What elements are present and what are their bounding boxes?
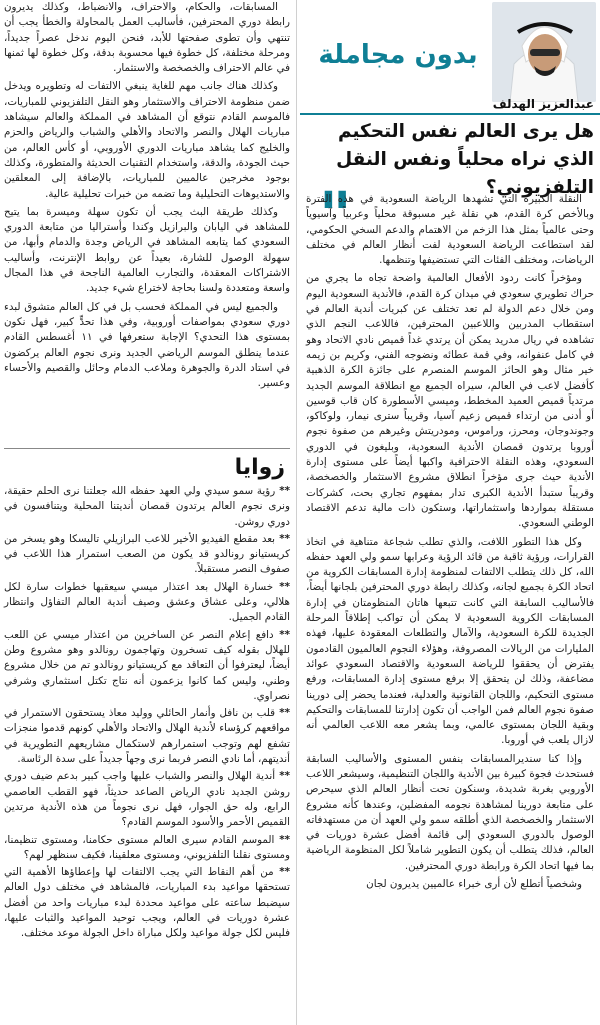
list-item: ** من أهم النقاط التي يجب الالتفات لها وإعطاؤها الأهمية التي تستحقها مواعيد بدء المباريات، فالمشاهد في مختلف دول العالم سيضبط ساعته على مواعيد محددة لبدء مباريات واحد من أفضل عشرة دوريات في العالم، ويجب توحيد المواعيد والثبات عليها، فليس لكل جولة مواعيد ولكل مباراة داخل الجولة موعد مختلف. xyxy=(4,865,290,941)
list-item: ** بعد مقطع الفيديو الأخير للاعب البرازيلي تاليسكا وهو يسخر من كريستيانو رونالدو قد يكون من الصعب استمرار هذا اللاعب في صفوف النصر مستقبلاً. xyxy=(4,532,290,578)
quote-mark-icon: " xyxy=(318,178,352,253)
paragraph: وإذا كنا سنديرالمسابقات بنفس المستوى والأساليب السابقة فستحدث فجوة كبيرة بين الأندية واللجان التنظيمية، وسيشعر اللاعب الأوروبي بغربة شديدة، وسنكون تحت أنظار العالم الذي سيحرص على متابعة دورينا لمشاهدة نجومه المفضلين، وعندها كأنه مشروع الاستثمار والخصخصة الذي أطلقه سمو ولي العهد أن من مستهدفاته الوصول بالدوري السعودي إلى قائمة أفضل عشرة دوريات في العالم، فذلك يتطلب أن يكون التطوير شاملاً لكل المنظومة الرياضية بما فيها اتحاد الكرة ورابطة دوري المحترفين. xyxy=(306,752,594,872)
zawaya-list xyxy=(4,484,290,944)
section-divider xyxy=(4,448,290,449)
column-header xyxy=(300,0,600,110)
article-headline: هل يرى العالم نفس التحكيم الذي نراه محلياً ونفس النقل التلفزيوني؟ xyxy=(336,121,594,198)
author-photo xyxy=(492,2,596,102)
column-separator xyxy=(296,0,297,1025)
author-bar xyxy=(300,97,600,115)
article-body-left xyxy=(4,0,290,394)
column-title: بدون مجاملة xyxy=(318,40,478,70)
paragraph: النقلة الكبيرة التي تشهدها الرياضة السعودية في هذه الفترة وبالأخص كرة القدم، هي نقلة غير مسبوقة محلياً وعربياً وآسيوياً وحتى عالمياً بمثل هذا الزخم من الاهتمام والدعم السخي الحكومي، لقد استطاعت الرياضة السعودية لفت أنظار العالم في مختلف الرياضات، ومختلف الفئات التي تستضيفها وتنظمها. xyxy=(306,193,594,267)
paragraph: المسابقات، والحكام، والاحتراف، والانضباط، وكذلك يديرون رابطة دوري المحترفين، فأساليب العمل بالمحاولة والخطأ يجب أن تنتهي وأن تطوى صفحتها للأبد، فنحن اليوم ندخل عصراً جديداً، ومرحلة مختلفة، كل خطوة فيها محسوبة بدقة، وكل خطوة لها ثمنها في عالم الاحتراف والخصخصة والاستثمار. xyxy=(4,1,290,75)
list-item: ** خسارة الهلال بعد اعتذار ميسي سيعقبها خطوات سارة لكل هلالي، وعلى عشاق وعشق وصيف أندية العالم التفاؤل وانتظار القادم الجميل. xyxy=(4,580,290,626)
right-column xyxy=(300,0,600,1025)
article-body-right xyxy=(306,192,594,895)
paragraph: وكل هذا التطور اللافت، والذي تطلب شجاعة متناهية في اتخاذ القرارات، ورؤية ثاقبة من قائد الرؤية وعرابها سمو ولي العهد حفظه الله، كل ذلك يتطلب الالتفات لمنظومة إدارة المسابقات الكروية من اتحاد الكرة بجميع لجانه، وكذلك رابطة دوري المحترفين بلجانها أيضاً، فالأساليب السابقة التي كانت تتبعها هاتان المنظومتان في إدارة المسابقات الكروية السعودية لا يمكن أن تواكب إطلاقاً المرحلة الجديدة للكرة السعودية، والآمال والتطلعات المعقودة عليها، فهذه المليارات من الريالات المصروفة، وهؤلاء النجوم العالميون القادمون يفترض أن يحققوا للرياضة السعودية والاقتصاد السعودي عوائد مضاعفة، وذلك لن يتحقق إلا برفع مستوى إدارة المسابقات، ورفع مستوى التحكيم، واللجان القانونية والعدلية، فعندما يحضر إلى دورينا صفوة نجوم العالم فمن الواجب أن تكون إدارتنا للمسابقات والتحكيم وبقية اللجان بمستوى عالمي، وبما يشعر معه اللاعب العالمي أنه لازال يلعب في أوروبا. xyxy=(306,535,594,747)
zawaya-title: زوايا xyxy=(234,455,285,480)
list-item: ** رؤية سمو سيدي ولي العهد حفظه الله جعلتنا نرى الحلم حقيقة، ونرى نجوم العالم يرتدون قمصان أنديتنا المحلية ويتنافسون في دوري روشن. xyxy=(4,484,290,530)
paragraph: والجميع ليس في المملكة فحسب بل في كل العالم متشوق لبدء دوري سعودي بمواصفات أوروبية، وفي هذا تحدٍّ كبير، فهل نكون بمستوى هذا التحدي؟ الإجابة ستعرفها في ١١ أغسطس القادم عندما ينطلق الموسم الرياضي الجديد ونرى نجوم العالم يركضون في استاد الدرة والجوهرة وملاعب الدمام وحائل والقصيم والأحساء وعسير. xyxy=(4,300,290,390)
list-item: ** الموسم القادم سيرى العالم مستوى حكامنا، ومستوى تنظيمنا، ومستوى نقلنا التلفزيوني، ومستوى معلقينا، فكيف سنظهر لهم؟ xyxy=(4,833,290,864)
list-item: ** قلب بن نافل وأنمار الحائلي ووليد معاذ يستحقون الاستمرار في مواقعهم كرؤساء لأندية الهلال والاتحاد والأهلي كونهم قدموا منجزات تشفع لهم وتوجب استمرارهم لاستكمال مشاريعهم التطويرية في أنديتهم، أما نادي النصر فربما نرى وجهاً جديداً على سدة الرئاسة. xyxy=(4,706,290,767)
left-column xyxy=(0,0,295,1025)
author-name: عبدالعزيز الهدلف xyxy=(492,97,594,111)
list-item: ** دافع إعلام النصر عن الساخرين من اعتذار ميسي عن اللعب للهلال بقوله كيف تسخرون وتهاجمون رونالدو وهو مشروع وطن أيضاً، ليعترفوا أن التعاقد مع كريستيانو رونالدو تم من خلال مشروع وطني، وليس كما كانوا يزعمون أنه نتاج تكتل استثماري وشرفي نصراوي. xyxy=(4,628,290,704)
paragraph: وشخصياً أتطلع لأن أرى خبراء عالميين يديرون لجان xyxy=(366,878,582,891)
paragraph: ومؤخراً كانت ردود الأفعال العالمية واضحة تجاه ما يجري من حراك تطويري سعودي في ميدان كرة القدم، فالأندية السعودية اليوم ومن خلال دعم الدولة لم تعد تختلف عن كبريات أندية العالم في استقطاب المدربين واللاعبين المحترفين، فاللاعب النجم الذي تشاهده في ريال مدريد يمكن أن يرتدي غداً قميص نادي الاتحاد وهو في كامل عنفوانه، وفي قمة عطائه ونضوجه الفني، وكريم بن زيمه خير مثال وهو الحائز الموسم المنصرم على جائزة الكرة الذهبية كأفضل لاعب في العالم، سيراه الجميع مع انطلاقة الموسم الجديد مرتدياً قميص العميد المخطط، وميسي الأسطورة كان قاب قوسين أو أدنى من ارتداء قميص زعيم آسيا، وقريباً سترى نيمار، ولوكاكو، وجوندوجان، ومحرز، وراموس، ومودريتش وغيرهم من صفوة نجوم أوروبا يرتدون قمصان الأندية السعودية، وبليغون في الدوري السعودي، وهذه النقلة الاحترافية واكبها أيضاً على مستوى إدارة الأندية حيث جرى مؤخراً انطلاق مشروع الاستثمار والخصخصة، وقريباً ستبدأ الأندية الكبرى تدار بمفهوم تجاري بحت، كشركات مستقلة بمواردها واستثماراتها، وستكون ذات مالية تدعم الاقتصاد الوطني السعودي. xyxy=(306,272,594,530)
paragraph: وكذلك طريقة البث يجب أن تكون سهلة وميسرة بما يتيح للمشاهد في اليابان والبرازيل وكندا وأستراليا من متابعة الدوري السعودي كما يتابعه المشاهد في الرياض وجدة والدمام وأبها، من سهولة الوصول للشارة، بعيداً عن روابط الإنترنت، وأساليب الاشتراكات المعقدة، والتجارب العالمية الناجحة في هذا المجال واسعة ومتعددة ولسنا بحاجة لاختراع شيء جديد. xyxy=(4,205,290,295)
list-item: ** أندية الهلال والنصر والشباب عليها واجب كبير بدعم ضيف دوري روشن الجديد نادي الرياض الصاعد حديثاً، فهو القطب العاصمي الرابع، وله حق الجوار، فهل نرى نجوماً من هذه الأندية مرتدين القميص الأحمر والأسود الموسم القادم؟ xyxy=(4,769,290,830)
paragraph: وكذلك هناك جانب مهم للغاية ينبغي الالتفات له وتطويره ويدخل ضمن منظومة الاحتراف والاستثمار وهو النقل التلفزيوني للمباريات، فالموسم القادم نتوقع أن المشاهد في المملكة والعالم سيشاهد مباريات الهلال والنصر والاتحاد والأهلي والشباب والرياض والحزم والخليج كما يشاهد مباريات الدوري الأوروبي، أو كأس العالم، من حيث الجودة، والدقة، واستخدام التقنيات الحديثة والمتطورة، وكذلك بوجود مخرجين عالميين للمباريات، بالإضافة إلى المعلقين والاستديوهات التحليلية وما تضمه من خبرات تحليلية عالية. xyxy=(4,80,290,200)
